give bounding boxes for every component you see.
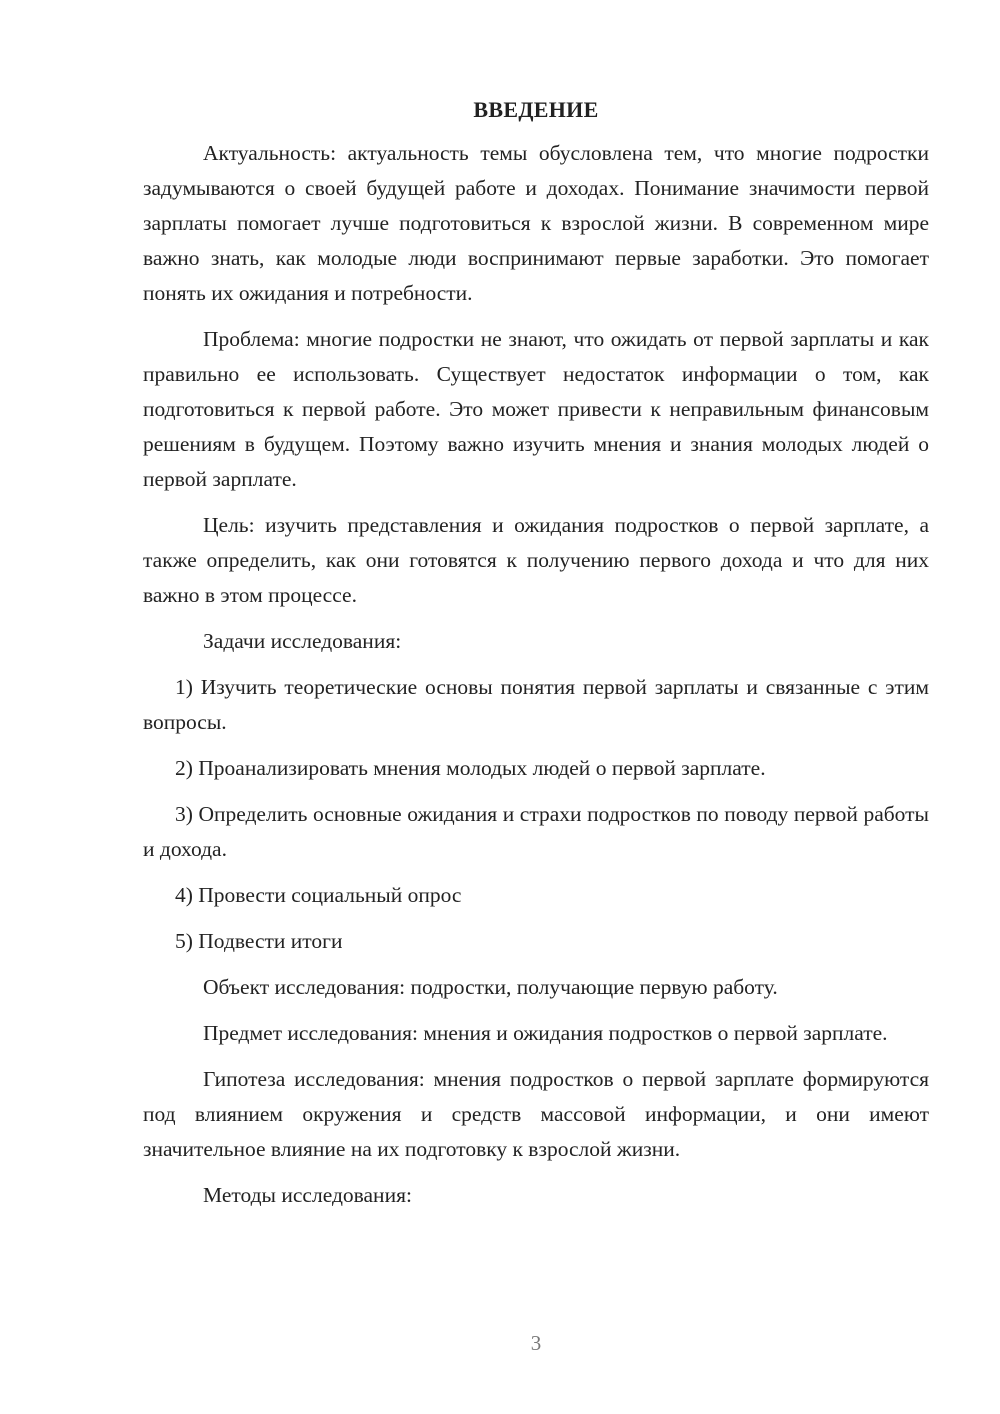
paragraph-subject: Предмет исследования: мнения и ожидания подростков о первой зарплате. <box>203 1021 888 1045</box>
task-item: 3) Определить основные ожидания и страхи подростков по поводу первой работы и дохода. <box>143 802 929 861</box>
document-page <box>143 93 929 1213</box>
paragraph-problem: Проблема: многие подростки не знают, что ожидать от первой зарплаты и как правильно ее использовать. Существует недостаток информации о том, как подготовиться к первой работе. Это может привести к неправильным финансовым решениям в будущем. Поэтому важно изучить мнения и знания молодых людей о первой зарплате. <box>143 327 929 491</box>
paragraph-relevance: Актуальность: актуальность темы обусловлена тем, что многие подростки задумываются о своей будущей работе и доходах. Понимание значимости первой зарплаты помогает лучше подготовиться к взрослой жизни. В современном мире важно знать, как молодые люди воспринимают первые заработки. Это помогает понять их ожидания и потребности. <box>143 141 929 305</box>
paragraph-methods: Методы исследования: <box>203 1183 412 1207</box>
paragraph-hypothesis: Гипотеза исследования: мнения подростков о первой зарплате формируются под влиянием окружения и средств массовой информации, и они имеют значительное влияние на их подготовку к взрослой жизни. <box>143 1067 929 1161</box>
task-item: 2) Проанализировать мнения молодых людей о первой зарплате. <box>175 756 766 780</box>
task-item: 1) Изучить теоретические основы понятия первой зарплаты и связанные с этим вопросы. <box>143 675 929 734</box>
task-item: 5) Подвести итоги <box>175 929 343 953</box>
paragraph-tasks-heading: Задачи исследования: <box>203 629 402 653</box>
page-number: 3 <box>530 1331 542 1355</box>
task-item: 4) Провести социальный опрос <box>175 883 462 907</box>
paragraph-goal: Цель: изучить представления и ожидания подростков о первой зарплате, а также определить, как они готовятся к получению первого дохода и что для них важно в этом процессе. <box>143 513 929 607</box>
paragraph-object: Объект исследования: подростки, получающие первую работу. <box>203 975 778 999</box>
section-title: ВВЕДЕНИЕ <box>473 97 599 122</box>
